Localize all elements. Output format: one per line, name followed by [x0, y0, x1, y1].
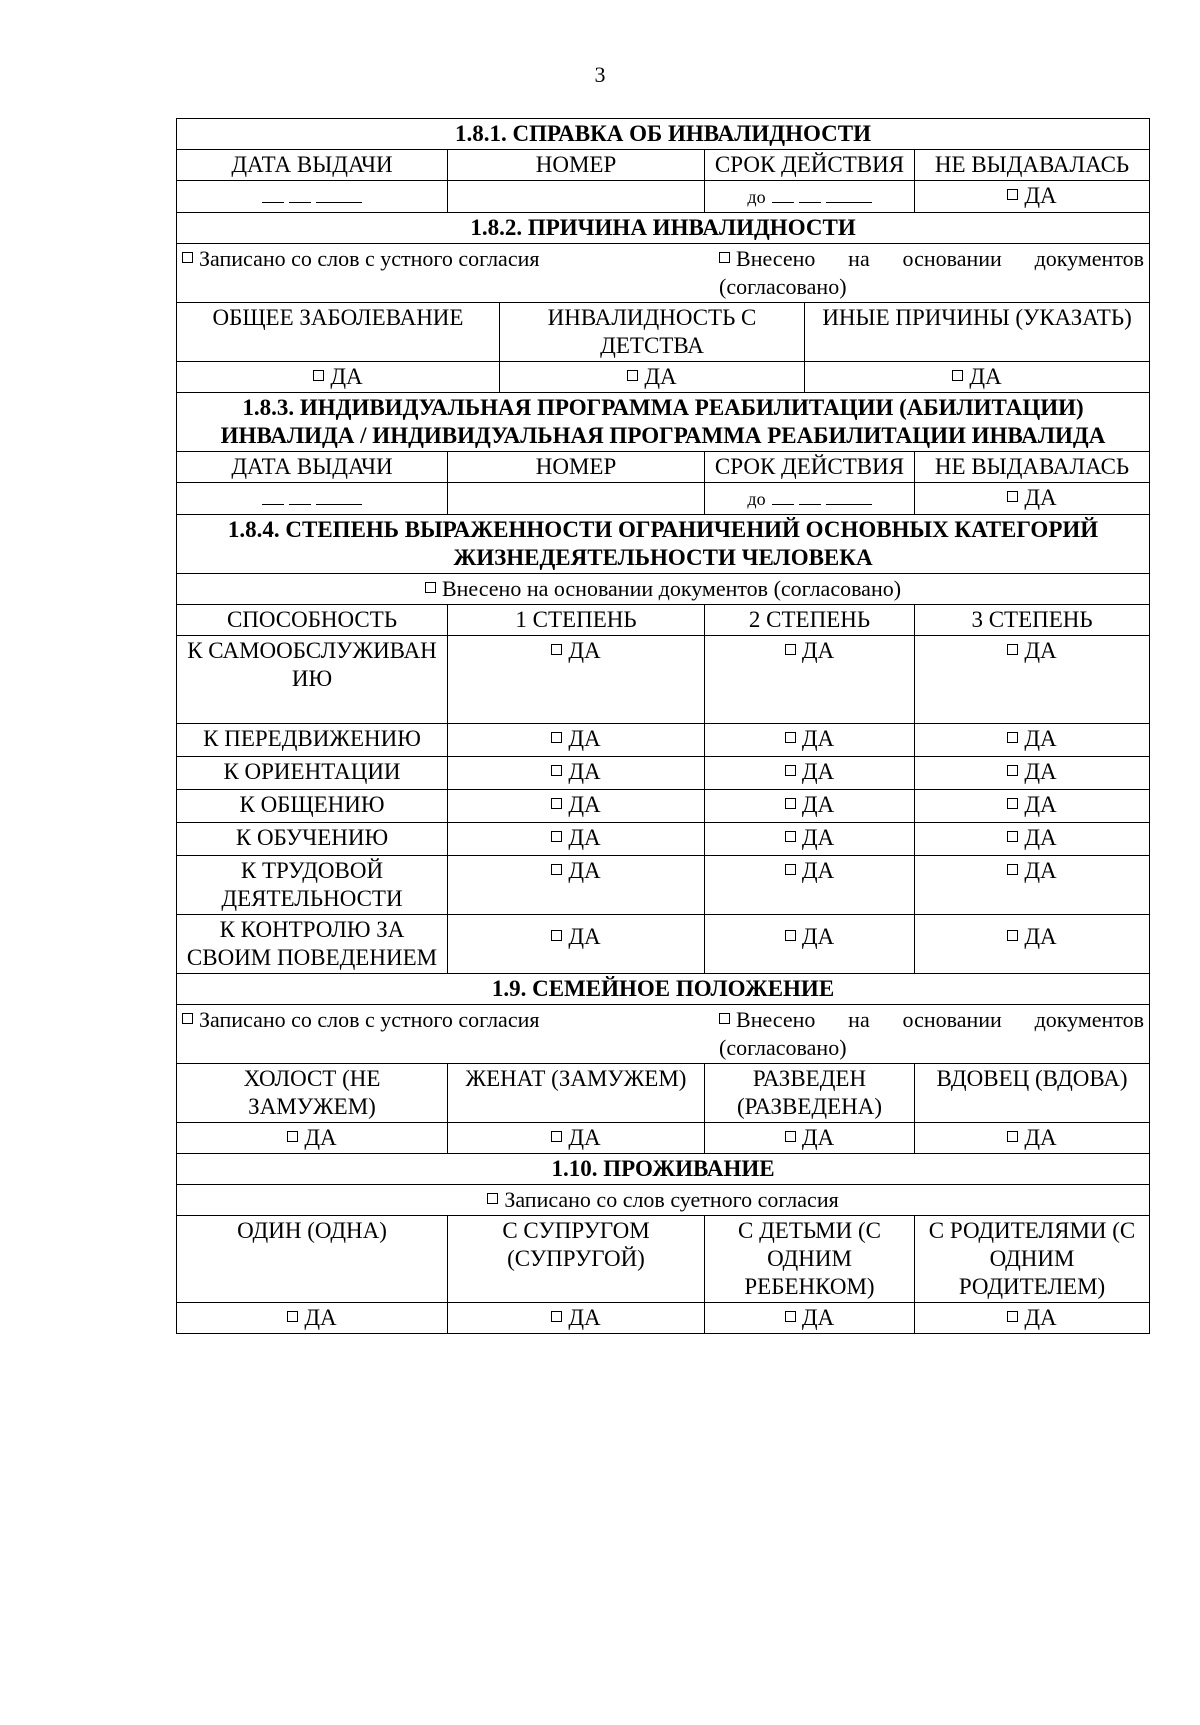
header-with-children: С ДЕТЬМИ (С ОДНИМ РЕБЕНКОМ) — [705, 1216, 915, 1303]
checkbox-icon — [1007, 798, 1018, 809]
checkbox-icon — [287, 1131, 298, 1142]
degree-1-checkbox[interactable]: ДА — [448, 790, 705, 823]
header-with-parents: С РОДИТЕЛЯМИ (С ОДНИМ РОДИТЕЛЕМ) — [915, 1216, 1150, 1303]
degree-2-checkbox[interactable]: ДА — [705, 757, 915, 790]
header-issue-date: ДАТА ВЫДАЧИ — [177, 150, 448, 181]
checkbox-icon — [1007, 491, 1018, 502]
checkbox-icon — [551, 1311, 562, 1322]
checkbox-icon — [719, 1013, 730, 1024]
degree-3-checkbox[interactable]: ДА — [915, 790, 1150, 823]
checkbox-icon — [1007, 765, 1018, 776]
page-number: 3 — [594, 62, 606, 87]
verbal-consent-option[interactable]: Записано со слов с устного согласия — [182, 1006, 539, 1034]
checkbox-icon — [1007, 644, 1018, 655]
checkbox-icon — [487, 1193, 498, 1204]
checkbox-icon — [785, 1311, 796, 1322]
checkbox-icon — [551, 798, 562, 809]
until-label: до — [747, 489, 766, 509]
section-title-1-8-1: 1.8.1. СПРАВКА ОБ ИНВАЛИДНОСТИ — [177, 119, 1150, 150]
until-label: до — [747, 187, 766, 207]
checkbox-icon — [551, 831, 562, 842]
documents-option[interactable]: Внесено на основании документов (согласовано) — [177, 574, 1150, 605]
header-divorced: РАЗВЕДЕН (РАЗВЕДЕНА) — [705, 1064, 915, 1123]
checkbox-icon — [287, 1311, 298, 1322]
header-number: НОМЕР — [448, 452, 705, 483]
section-title-1-9: 1.9. СЕМЕЙНОЕ ПОЛОЖЕНИЕ — [177, 974, 1150, 1005]
ability-label: К ОРИЕНТАЦИИ — [177, 757, 448, 790]
degree-1-checkbox[interactable]: ДА — [448, 636, 705, 724]
checkbox-icon — [551, 1131, 562, 1142]
checkbox-icon — [551, 930, 562, 941]
degree-1-checkbox[interactable]: ДА — [448, 823, 705, 856]
checkbox-icon — [551, 644, 562, 655]
checkbox-icon — [182, 252, 193, 263]
header-widowed: ВДОВЕЦ (ВДОВА) — [915, 1064, 1150, 1123]
issue-date-field[interactable] — [177, 181, 448, 213]
checkbox-icon — [785, 864, 796, 875]
ability-label: К ОБУЧЕНИЮ — [177, 823, 448, 856]
number-field[interactable] — [448, 181, 705, 213]
degree-2-checkbox[interactable]: ДА — [705, 856, 915, 915]
with-parents-checkbox[interactable]: ДА — [915, 1303, 1150, 1334]
checkbox-icon — [785, 1131, 796, 1142]
single-checkbox[interactable]: ДА — [177, 1123, 448, 1154]
degree-2-checkbox[interactable]: ДА — [705, 636, 915, 724]
alone-checkbox[interactable]: ДА — [177, 1303, 448, 1334]
degree-2-checkbox[interactable]: ДА — [705, 724, 915, 757]
degree-3-checkbox[interactable]: ДА — [915, 823, 1150, 856]
degree-3-checkbox[interactable]: ДА — [915, 757, 1150, 790]
header-degree-3: 3 СТЕПЕНЬ — [915, 605, 1150, 636]
header-degree-1: 1 СТЕПЕНЬ — [448, 605, 705, 636]
checkbox-icon — [1007, 831, 1018, 842]
header-single: ХОЛОСТ (НЕ ЗАМУЖЕМ) — [177, 1064, 448, 1123]
disability-form-table — [176, 118, 1150, 1334]
verbal-consent-option[interactable]: Записано со слов с устного согласия — [182, 245, 539, 273]
checkbox-icon — [1007, 1311, 1018, 1322]
degree-3-checkbox[interactable]: ДА — [915, 724, 1150, 757]
ability-label: К ОБЩЕНИЮ — [177, 790, 448, 823]
header-degree-2: 2 СТЕПЕНЬ — [705, 605, 915, 636]
with-spouse-checkbox[interactable]: ДА — [448, 1303, 705, 1334]
degree-2-checkbox[interactable]: ДА — [705, 823, 915, 856]
header-other-causes: ИНЫЕ ПРИЧИНЫ (УКАЗАТЬ) — [805, 303, 1150, 362]
header-alone: ОДИН (ОДНА) — [177, 1216, 448, 1303]
header-not-issued: НЕ ВЫДАВАЛАСЬ — [915, 452, 1150, 483]
source-note: Записано со слов с устного согласия Внесено на основании документов (согласовано) — [177, 244, 1150, 303]
degree-1-checkbox[interactable]: ДА — [448, 915, 705, 974]
checkbox-icon — [182, 1013, 193, 1024]
checkbox-icon — [785, 831, 796, 842]
degree-1-checkbox[interactable]: ДА — [448, 856, 705, 915]
checkbox-icon — [1007, 864, 1018, 875]
checkbox-icon — [1007, 189, 1018, 200]
checkbox-icon — [1007, 1131, 1018, 1142]
header-number: НОМЕР — [448, 150, 705, 181]
other-causes-checkbox[interactable]: ДА — [805, 362, 1150, 393]
section-title-1-8-3: 1.8.3. ИНДИВИДУАЛЬНАЯ ПРОГРАММА РЕАБИЛИТАЦИИ (АБИЛИТАЦИИ) ИНВАЛИДА / ИНДИВИДУАЛЬНАЯ ПРОГРАММА РЕАБИЛИТАЦИИ ИНВАЛИДА — [177, 393, 1150, 452]
header-general-disease: ОБЩЕЕ ЗАБОЛЕВАНИЕ — [177, 303, 500, 362]
section-title-1-8-2: 1.8.2. ПРИЧИНА ИНВАЛИДНОСТИ — [177, 213, 1150, 244]
checkbox-icon — [1007, 930, 1018, 941]
number-field[interactable] — [448, 483, 705, 515]
degree-1-checkbox[interactable]: ДА — [448, 757, 705, 790]
checkbox-icon — [551, 765, 562, 776]
married-checkbox[interactable]: ДА — [448, 1123, 705, 1154]
checkbox-icon — [785, 798, 796, 809]
divorced-checkbox[interactable]: ДА — [705, 1123, 915, 1154]
degree-1-checkbox[interactable]: ДА — [448, 724, 705, 757]
header-married: ЖЕНАТ (ЗАМУЖЕМ) — [448, 1064, 705, 1123]
checkbox-icon — [785, 732, 796, 743]
checkbox-icon — [1007, 732, 1018, 743]
degree-2-checkbox[interactable]: ДА — [705, 790, 915, 823]
checkbox-icon — [425, 582, 436, 593]
issue-date-field[interactable] — [177, 483, 448, 515]
validity-field[interactable] — [705, 483, 915, 515]
section-title-1-8-4: 1.8.4. СТЕПЕНЬ ВЫРАЖЕННОСТИ ОГРАНИЧЕНИЙ ОСНОВНЫХ КАТЕГОРИЙ ЖИЗНЕДЕЯТЕЛЬНОСТИ ЧЕЛОВЕКА — [177, 515, 1150, 574]
general-disease-checkbox[interactable]: ДА — [177, 362, 500, 393]
header-validity: СРОК ДЕЙСТВИЯ — [705, 150, 915, 181]
degree-3-checkbox[interactable]: ДА — [915, 856, 1150, 915]
not-issued-checkbox[interactable]: ДА — [915, 483, 1150, 515]
ability-label: К КОНТРОЛЮ ЗА СВОИМ ПОВЕДЕНИЕМ — [177, 915, 448, 974]
verbal-consent-option[interactable]: Записано со слов суетного согласия — [177, 1185, 1150, 1216]
checkbox-icon — [785, 930, 796, 941]
section-title-1-10: 1.10. ПРОЖИВАНИЕ — [177, 1154, 1150, 1185]
documents-option[interactable]: Внесено на основании документов — [719, 1006, 1144, 1034]
source-note: Записано со слов с устного согласия Внесено на основании документов (согласовано) — [177, 1005, 1150, 1064]
not-issued-checkbox[interactable]: ДА — [915, 181, 1150, 213]
header-ability: СПОСОБНОСТЬ — [177, 605, 448, 636]
checkbox-icon — [551, 864, 562, 875]
header-validity: СРОК ДЕЙСТВИЯ — [705, 452, 915, 483]
header-issue-date: ДАТА ВЫДАЧИ — [177, 452, 448, 483]
checkbox-icon — [627, 370, 638, 381]
checkbox-icon — [551, 732, 562, 743]
ability-label: К САМООБСЛУЖИВАН ИЮ — [177, 636, 448, 724]
documents-option[interactable]: Внесено на основании документов — [719, 245, 1144, 273]
widowed-checkbox[interactable]: ДА — [915, 1123, 1150, 1154]
header-childhood-disability: ИНВАЛИДНОСТЬ С ДЕТСТВА — [500, 303, 805, 362]
checkbox-icon — [313, 370, 324, 381]
with-children-checkbox[interactable]: ДА — [705, 1303, 915, 1334]
validity-field[interactable] — [705, 181, 915, 213]
checkbox-icon — [719, 252, 730, 263]
header-not-issued: НЕ ВЫДАВАЛАСЬ — [915, 150, 1150, 181]
childhood-disability-checkbox[interactable]: ДА — [500, 362, 805, 393]
checkbox-icon — [785, 765, 796, 776]
header-with-spouse: С СУПРУГОМ (СУПРУГОЙ) — [448, 1216, 705, 1303]
ability-label: К ТРУДОВОЙ ДЕЯТЕЛЬНОСТИ — [177, 856, 448, 915]
degree-3-checkbox[interactable]: ДА — [915, 915, 1150, 974]
degree-2-checkbox[interactable]: ДА — [705, 915, 915, 974]
checkbox-icon — [785, 644, 796, 655]
degree-3-checkbox[interactable]: ДА — [915, 636, 1150, 724]
ability-label: К ПЕРЕДВИЖЕНИЮ — [177, 724, 448, 757]
checkbox-icon — [952, 370, 963, 381]
